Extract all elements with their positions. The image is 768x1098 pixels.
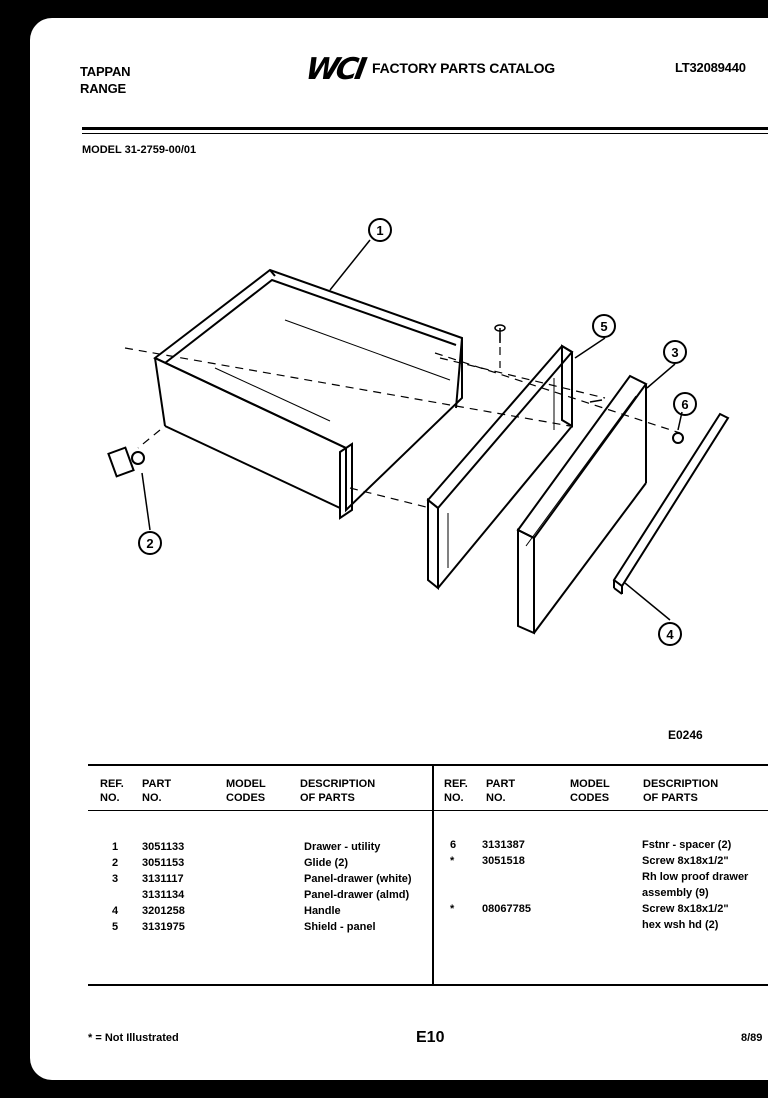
header-part-no: PART NO. <box>142 778 172 804</box>
table-header-rule <box>88 810 768 811</box>
table-row-desc: Panel-drawer (white) <box>304 873 412 885</box>
table-row-part: 08067785 <box>482 903 531 915</box>
glide-part <box>108 448 144 477</box>
diagram-code: E0246 <box>668 728 703 742</box>
table-row-part: 3051133 <box>142 841 185 853</box>
callout-label-3: 3 <box>671 345 679 360</box>
brand-name: TAPPAN <box>80 64 131 79</box>
header-ref-no: REF. NO. <box>100 778 124 804</box>
header-rule-thin <box>82 133 768 134</box>
doc-number: LT32089440 <box>675 60 746 75</box>
table-row-ref: 5 <box>112 921 119 933</box>
callout-label-6: 6 <box>681 397 689 412</box>
table-row-ref: 1 <box>112 841 119 853</box>
catalog-title: FACTORY PARTS CATALOG <box>372 60 555 76</box>
table-row-ref: * <box>450 855 455 867</box>
header-model-codes-right: MODEL CODES <box>570 778 610 804</box>
table-row-ref <box>450 885 456 901</box>
model-number: MODEL 31-2759-00/01 <box>82 144 197 156</box>
table-row-desc: Fstnr - spacer (2) <box>642 839 732 851</box>
product-name: RANGE <box>80 81 126 96</box>
header-rule-thick <box>82 127 768 130</box>
callout-label-4: 4 <box>666 627 674 642</box>
table-row-ref <box>450 869 456 885</box>
left-part-column <box>142 839 185 935</box>
table-row-desc: Rh low proof drawer <box>642 871 749 883</box>
table-row-desc: hex wsh hd (2) <box>642 919 719 931</box>
shield-panel-part <box>428 346 572 588</box>
table-row-desc: Handle <box>304 905 341 917</box>
exploded-parts-diagram <box>30 168 768 668</box>
header-part-no-right: PART NO. <box>486 778 516 804</box>
wci-logo: WCI <box>302 52 367 87</box>
table-row-desc: Panel-drawer (almd) <box>304 889 410 901</box>
callout-label-2: 2 <box>146 536 154 551</box>
header-description-right: DESCRIPTION OF PARTS <box>643 778 719 804</box>
callout-label-1: 1 <box>376 223 384 238</box>
table-row-desc: Glide (2) <box>304 857 349 869</box>
table-row-ref: 3 <box>112 873 119 885</box>
table-row-part: 3051518 <box>482 855 525 867</box>
right-ref-column <box>450 837 456 933</box>
leader-lines <box>142 240 682 620</box>
table-row-part: 3131117 <box>142 873 184 885</box>
table-row-part <box>482 917 531 933</box>
table-row-part: 3131134 <box>142 889 185 901</box>
table-row-desc: Screw 8x18x1/2" <box>642 855 729 867</box>
table-row-desc: Screw 8x18x1/2" <box>642 903 729 915</box>
table-row-ref: 6 <box>450 839 457 851</box>
not-illustrated-note: * = Not Illustrated <box>88 1032 179 1044</box>
table-row-part: 3201258 <box>142 905 185 917</box>
table-row-ref: * <box>450 903 455 915</box>
table-row-desc: Drawer - utility <box>304 841 381 853</box>
table-bottom-rule <box>88 984 768 986</box>
header-ref-no-right: REF. NO. <box>444 778 468 804</box>
right-part-column <box>482 837 531 933</box>
table-row-desc: Shield - panel <box>304 921 376 933</box>
table-row-ref <box>112 887 118 903</box>
table-row-part <box>482 869 531 885</box>
table-row-part <box>482 885 531 901</box>
table-row-ref: 4 <box>112 905 119 917</box>
table-row-part: 3131975 <box>142 921 185 933</box>
catalog-date: 8/89 <box>741 1032 763 1044</box>
left-desc-column <box>304 839 412 935</box>
drawer-panel-part <box>518 376 646 633</box>
spacer-part <box>673 433 683 443</box>
table-row-ref: 2 <box>112 857 119 869</box>
page-number: E10 <box>416 1029 445 1046</box>
drawer-part <box>155 270 462 518</box>
table-row-part: 3131387 <box>482 839 525 851</box>
catalog-page <box>30 18 768 1080</box>
table-row-ref <box>450 917 456 933</box>
header-description: DESCRIPTION OF PARTS <box>300 778 376 804</box>
table-top-rule <box>88 764 768 766</box>
brand-block <box>80 63 130 97</box>
callout-label-5: 5 <box>600 319 608 334</box>
table-column-divider <box>432 766 434 984</box>
right-desc-column <box>642 837 748 933</box>
table-row-part: 3051153 <box>142 857 185 869</box>
callout-circles <box>139 219 696 645</box>
table-row-desc: assembly (9) <box>642 887 709 899</box>
header-model-codes: MODEL CODES <box>226 778 266 804</box>
left-ref-column <box>112 839 118 935</box>
